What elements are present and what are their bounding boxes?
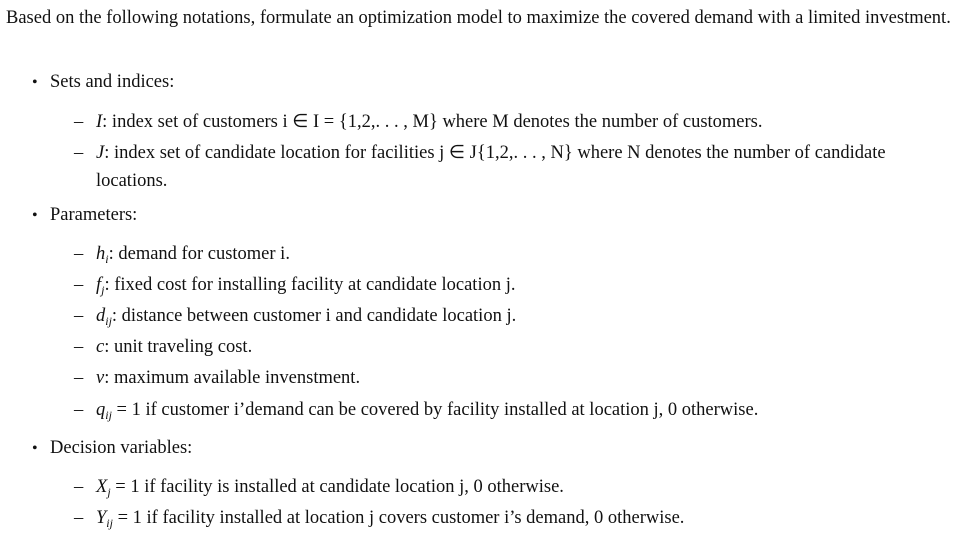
dash-icon: – <box>74 306 84 326</box>
section-title: Sets and indices: <box>50 72 175 92</box>
dash-icon: – <box>74 400 84 420</box>
symbol-subscript: ij <box>105 408 112 422</box>
symbol: I <box>96 112 103 132</box>
symbol: Y <box>96 508 107 528</box>
symbol: f <box>96 275 102 295</box>
bullet-icon: • <box>32 440 38 457</box>
list-item <box>74 111 954 139</box>
symbol: v <box>96 368 105 388</box>
symbol: c <box>96 337 105 357</box>
bullet-icon: • <box>32 74 38 91</box>
symbol: d <box>96 306 106 326</box>
bullet-icon: • <box>32 207 38 224</box>
dash-icon: – <box>74 477 84 497</box>
section-title: Parameters: <box>50 205 138 225</box>
item-text: = 1 if customer i’demand can be covered by facility installed at location j, 0 otherwise. <box>111 400 759 420</box>
item-text: : distance between customer i and candidate location j. <box>111 306 517 326</box>
list-item <box>74 243 954 271</box>
dash-icon: – <box>74 508 84 528</box>
list-item <box>74 305 954 333</box>
symbol-subscript: j <box>101 283 105 297</box>
dash-icon: – <box>74 337 84 357</box>
item-text: : fixed cost for installing facility at candidate location j. <box>104 275 516 295</box>
dash-icon: – <box>74 143 84 163</box>
item-text: : unit traveling cost. <box>104 337 253 357</box>
dash-icon: – <box>74 275 84 295</box>
dash-icon: – <box>74 244 84 264</box>
section-title: Decision variables: <box>50 438 193 458</box>
section-sets-heading <box>32 70 174 95</box>
item-text: : demand for customer i. <box>108 244 290 264</box>
symbol-subscript: ij <box>106 516 113 530</box>
list-item <box>74 336 954 364</box>
section-decision-variables-heading <box>32 436 192 461</box>
item-text: = 1 if facility installed at location j covers customer i’s demand, 0 otherwise. <box>112 508 685 528</box>
dash-icon: – <box>74 112 84 132</box>
symbol: q <box>96 400 106 420</box>
symbol: h <box>96 244 106 264</box>
list-item <box>74 399 954 427</box>
item-text: : maximum available invenstment. <box>104 368 361 388</box>
list-item <box>74 507 954 535</box>
item-text: : index set of candidate location for facilities j ∈ J{1,2,. . . , N} where N denotes the number of candidate locations. <box>96 143 886 191</box>
list-item <box>74 142 954 193</box>
section-parameters-heading <box>32 203 137 228</box>
symbol-subscript: ij <box>105 314 112 328</box>
symbol: J <box>96 143 105 163</box>
item-text: : index set of customers i ∈ I = {1,2,. . . , M} where M denotes the number of customers. <box>102 112 763 132</box>
symbol-subscript: j <box>107 485 111 499</box>
list-item <box>74 274 954 302</box>
list-item <box>74 476 954 504</box>
list-item <box>74 367 954 395</box>
symbol: X <box>96 477 108 497</box>
item-text: = 1 if facility is installed at candidate location j, 0 otherwise. <box>110 477 564 497</box>
dash-icon: – <box>74 368 84 388</box>
intro-paragraph: Based on the following notations, formulate an optimization model to maximize the covered demand with a limited investment. <box>6 8 951 28</box>
symbol-subscript: i <box>105 252 109 266</box>
